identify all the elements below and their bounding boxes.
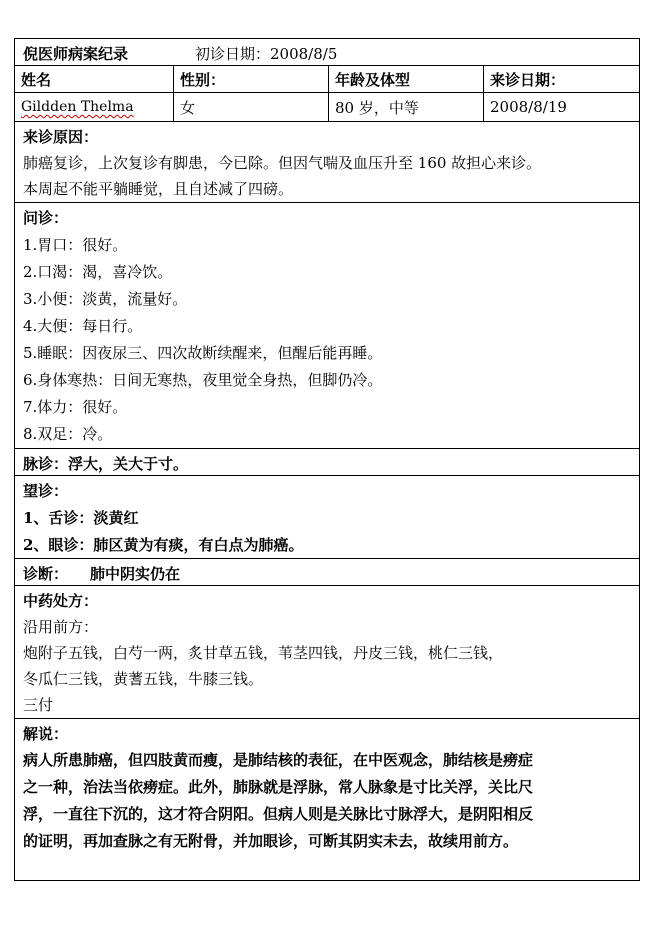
inquiry-section	[15, 203, 639, 449]
first-visit-date: 初诊日期：2008/8/5	[195, 45, 338, 63]
info-header-row	[15, 66, 639, 93]
prescription-line: 三付	[23, 696, 54, 714]
diagnosis-text: 肺中阴实仍在	[90, 565, 181, 583]
explanation-line: 的证明，再加查脉之有无附骨，并加眼诊，可断其阴实未去，故续用前方。	[23, 832, 519, 850]
reason-section	[15, 122, 639, 203]
reason-label: 来诊原因：	[23, 128, 99, 146]
record-title: 倪医师病案纪录	[23, 45, 129, 63]
observation-item: 2、眼诊：肺区黄为有痰，有白点为肺癌。	[23, 536, 304, 554]
age-header: 年龄及体型	[329, 66, 484, 92]
observation-item: 1、舌诊：淡黄红	[23, 509, 139, 527]
diagnosis-section	[15, 559, 639, 586]
medical-record-table	[14, 38, 640, 881]
visit-date: 2008/8/19	[490, 98, 567, 116]
pulse-text: 脉诊：浮大，关大于寸。	[23, 455, 189, 473]
gender-header: 性别：	[174, 66, 329, 92]
record-header-row	[15, 39, 639, 66]
prescription-label: 中药处方：	[23, 592, 99, 610]
inquiry-item: 6.身体寒热：日间无寒热，夜里觉全身热，但脚仍冷。	[23, 371, 383, 389]
observation-section	[15, 476, 639, 559]
prescription-line: 炮附子五钱，白芍一两，炙甘草五钱，苇茎四钱，丹皮三钱，桃仁三钱，	[23, 644, 504, 662]
prescription-line: 冬瓜仁三钱，黄蓍五钱，牛膝三钱。	[23, 670, 264, 688]
inquiry-label: 问诊：	[23, 209, 69, 227]
explanation-line: 病人所患肺癌，但四肢黄而瘦，是肺结核的表征，在中医观念，肺结核是痨症	[23, 751, 534, 769]
explanation-label: 解说：	[23, 725, 69, 743]
info-value-row	[15, 93, 639, 122]
inquiry-item: 5.睡眠：因夜尿三、四次故断续醒来，但醒后能再睡。	[23, 344, 383, 362]
pulse-section	[15, 449, 639, 476]
prescription-line: 沿用前方：	[23, 618, 99, 636]
diagnosis-label: 诊断：	[23, 565, 69, 583]
inquiry-item: 2.口渴：渴，喜冷饮。	[23, 263, 173, 281]
inquiry-item: 7.体力：很好。	[23, 398, 128, 416]
patient-gender: 女	[174, 93, 329, 121]
inquiry-item: 4.大便：每日行。	[23, 317, 143, 335]
observation-label: 望诊：	[23, 482, 69, 500]
explanation-line: 之一种，治法当依痨症。此外，肺脉就是浮脉，常人脉象是寸比关浮，关比尺	[23, 778, 534, 796]
inquiry-item: 8.双足：冷。	[23, 425, 113, 443]
reason-line: 肺癌复诊，上次复诊有脚患，今已除。但因气喘及血压升至 160 故担心来诊。	[23, 154, 542, 172]
patient-name-text: Gildden Thelma	[21, 99, 134, 115]
patient-age: 80 岁，中等	[329, 93, 484, 121]
prescription-section	[15, 586, 639, 719]
inquiry-item: 1.胃口：很好。	[23, 236, 128, 254]
patient-name	[15, 93, 174, 121]
visit-date-header: 来诊日期：	[490, 70, 566, 89]
reason-line: 本周起不能平躺睡觉，且自述减了四磅。	[23, 180, 294, 198]
explanation-line: 浮，一直往下沉的，这才符合阴阳。但病人则是关脉比寸脉浮大，是阴阳相反	[23, 805, 534, 823]
inquiry-item: 3.小便：淡黄，流量好。	[23, 290, 188, 308]
explanation-section	[15, 719, 639, 882]
name-header: 姓名	[15, 66, 174, 92]
